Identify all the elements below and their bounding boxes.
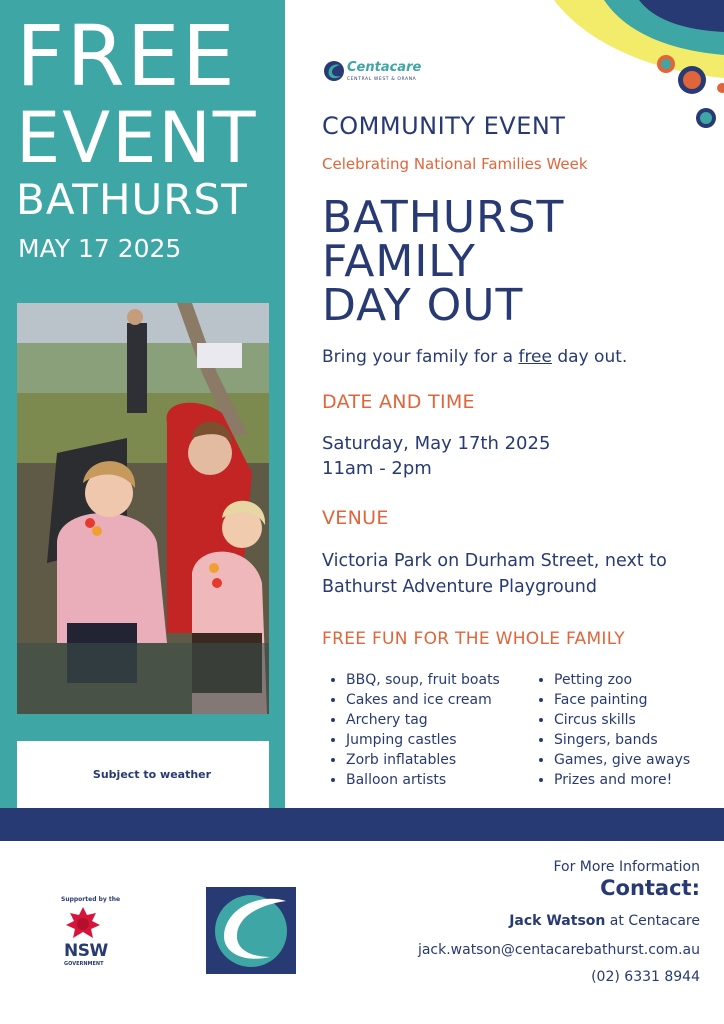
centacare-large-logo [206,887,296,974]
title-line: FAMILY [322,236,476,287]
title-line: BATHURST [322,192,565,243]
contact-name [509,913,700,929]
contact-email[interactable]: jack.watson@centacarebathurst.com.au [417,942,700,958]
list-item: • Petting zoo [554,670,690,690]
list-item: • Singers, bands [554,730,690,750]
centacare-logo-sub: CENTRAL WEST & ORANA [347,77,417,82]
centacare-logo-name: Centacare [347,60,422,75]
fun-heading: FREE FUN FOR THE WHOLE FAMILY [322,629,625,649]
supported-by-text: Supported by the [61,896,121,903]
list-item: • Circus skills [554,710,690,730]
intro-post: day out. [551,347,628,367]
list-item: • Cakes and ice cream [346,690,500,710]
centacare-c-icon [206,887,296,974]
event-time: 11am - 2pm [322,458,432,479]
contact-phone[interactable]: (02) 6331 8944 [591,969,700,985]
list-item: • Games, give aways [554,750,690,770]
list-item: • BBQ, soup, fruit boats [346,670,500,690]
intro-free: free [518,347,552,367]
activities-list-right [534,670,690,790]
list-item: • Balloon artists [346,770,500,790]
intro-text [322,347,627,367]
event-day: Saturday, [322,433,415,454]
family-photo [17,303,269,714]
city-heading: BATHURST [16,175,248,224]
list-item: • Jumping castles [346,730,500,750]
venue-heading: VENUE [322,507,389,529]
nsw-government-text: GOVERNMENT [64,961,104,967]
contact-person: Jack Watson [509,913,606,929]
decorative-circles [544,0,724,140]
activities-list-left [326,670,500,790]
centacare-logo-icon [323,60,345,82]
list-item: • Archery tag [346,710,500,730]
title-line: DAY OUT [322,280,524,331]
contact-heading: Contact: [600,876,700,900]
list-item: • Zorb inflatables [346,750,500,770]
event-date-large: MAY 17 2025 [18,234,182,263]
list-item: • Prizes and more! [554,770,690,790]
celebrating-subheading: Celebrating National Families Week [322,155,588,173]
nsw-logo-text: NSW [64,941,108,961]
event-date [322,433,550,454]
community-event-heading: COMMUNITY EVENT [322,112,566,140]
event-title [322,192,702,331]
weather-notice: Subject to weather [92,768,212,781]
navy-divider-band [0,808,724,841]
contact-org: at Centacare [605,913,700,929]
venue-text: Victoria Park on Durham Street, next to Bathurst Adventure Playground [322,551,667,597]
waratah-icon [63,905,103,941]
left-panel [0,0,285,808]
list-item: • Face painting [554,690,690,710]
free-heading: FREE [16,7,237,105]
date-time-heading: DATE AND TIME [322,391,475,413]
event-heading: EVENT [16,97,258,179]
event-date-value: May 17th 2025 [414,433,551,454]
weather-notice-box [17,741,269,808]
intro-pre: Bring your family for a [322,347,519,367]
more-info-text: For More Information [553,859,700,875]
